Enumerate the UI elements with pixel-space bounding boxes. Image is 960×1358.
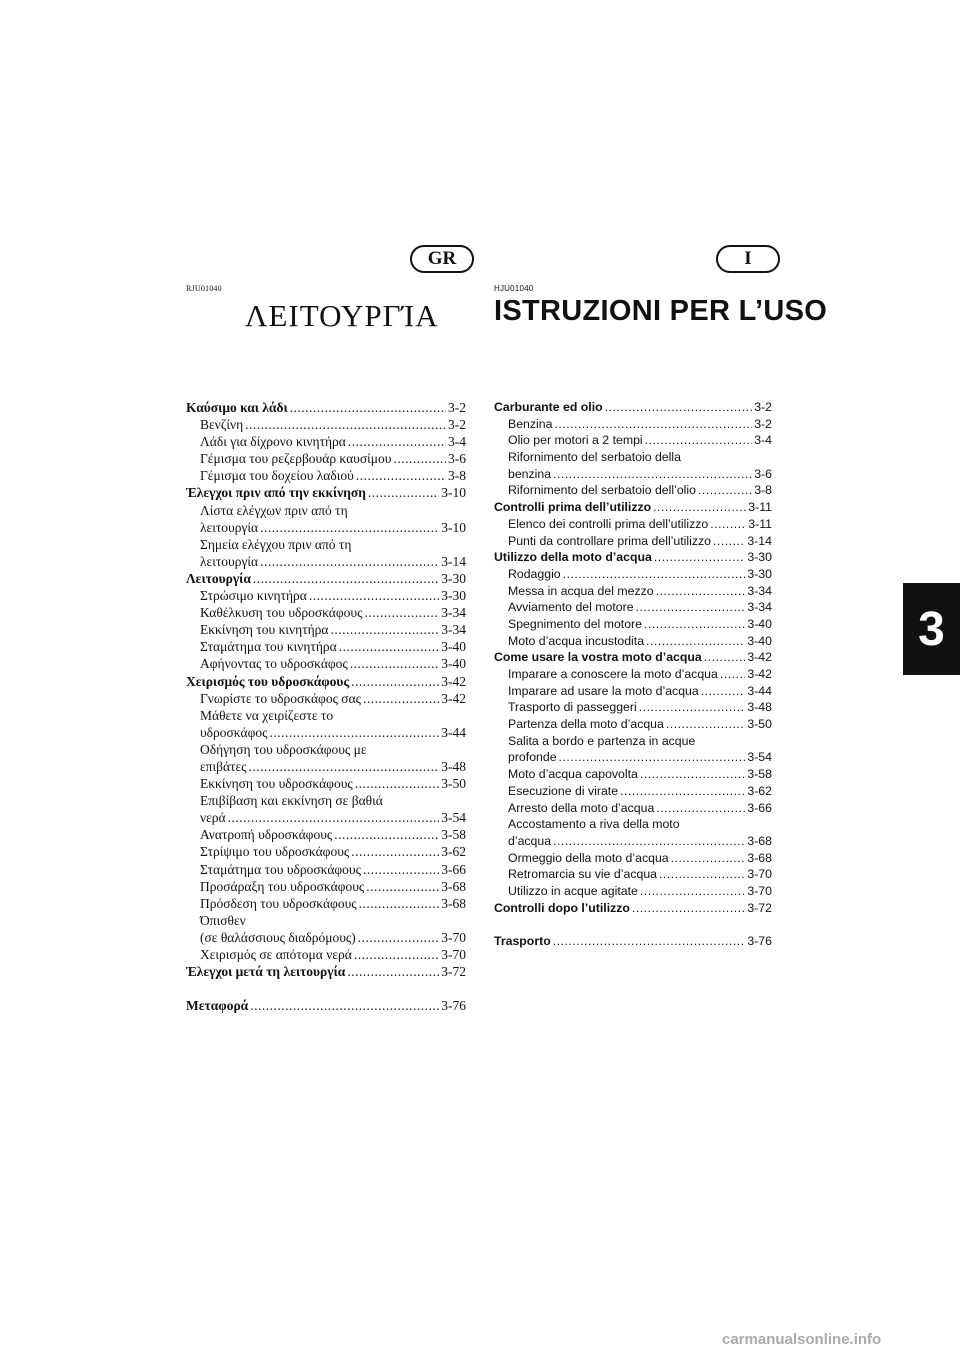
toc-page-number: 3-62 [747,783,772,798]
toc-entry-label: Εκκίνηση του κινητήρα [200,622,329,638]
toc-section-entry[interactable] [186,964,466,981]
toc-entry-label: νερά [200,810,226,826]
toc-dot-leader [354,947,439,963]
toc-page-number: 3-42 [441,690,466,706]
toc-entry-label: Moto d’acqua capovolta [508,767,638,782]
toc-dot-leader [636,600,746,614]
toc-dot-leader [334,827,439,843]
toc-entry-label: Carburante ed olio [494,400,603,414]
toc-subsection-entry[interactable] [494,467,772,484]
toc-dot-leader [645,433,753,447]
toc-section-entry[interactable] [494,550,772,567]
toc-entry-label: Spegnimento del motore [508,616,642,631]
toc-subsection-entry[interactable] [494,634,772,651]
toc-page-number: 3-34 [747,600,772,615]
toc-dot-leader [720,667,746,681]
toc-dot-leader [666,717,746,731]
toc-page-number: 3-2 [448,417,466,433]
toc-subsection-entry[interactable] [186,520,466,537]
toc-dot-leader [654,550,746,564]
toc-page-number: 3-72 [747,900,772,915]
toc-page-number: 3-2 [754,400,772,414]
toc-subsection-entry[interactable] [186,605,466,622]
toc-entry-label: Ανατροπή υδροσκάφους [200,827,333,843]
toc-entry-label: Imparare a conoscere la moto d’acqua [508,667,718,681]
toc-entry-label: benzina [508,466,552,481]
toc-subsection-entry[interactable] [186,639,466,656]
toc-subsection-entry[interactable] [494,433,772,450]
toc-entry-label: Έλεγχοι μετά τη λειτουργία [186,964,346,980]
toc-subsection-entry[interactable] [494,517,772,534]
toc-dot-leader [250,998,439,1014]
toc-subsection-entry[interactable] [186,554,466,571]
toc-dot-leader [640,767,745,781]
toc-section-entry[interactable] [186,674,466,691]
toc-entry-label: Retromarcia su vie d’acqua [508,867,657,882]
toc-entry-label: Προσάραξη του υδροσκάφους [200,878,365,894]
toc-page-number: 3-42 [441,673,466,689]
toc-dot-leader [563,567,746,581]
toc-subsection-entry[interactable] [494,784,772,801]
toc-page-number: 3-42 [747,650,772,665]
toc-page-number: 3-34 [441,605,466,621]
toc-page-number: 3-34 [747,583,772,598]
toc-subsection-entry[interactable] [186,896,466,913]
toc-dot-leader [656,584,746,598]
toc-page-number: 3-70 [441,947,466,962]
toc-entry-label: Controlli prima dell’utilizzo [494,500,652,515]
toc-subsection-entry[interactable] [494,483,772,500]
toc-dot-leader [704,650,746,664]
toc-subsection-entry[interactable] [494,617,772,634]
toc-entry-label: Trasporto di passeggeri [508,700,637,715]
language-badge-gr: GR [410,245,474,273]
toc-section-entry[interactable] [494,901,772,918]
toc-dot-leader [253,571,439,587]
toc-subsection-entry[interactable] [186,588,466,605]
toc-dot-leader [331,622,440,638]
toc-page-number: 3-30 [747,566,772,581]
toc-entry-label: Punti da controllare prima dell’utilizzo [508,533,711,548]
toc-dot-leader [347,964,439,980]
watermark: carmanualsonline.info [722,1331,882,1348]
toc-dot-leader [350,656,439,672]
toc-entry-label: Στρώσιμο κινητήρα [200,588,307,604]
toc-entry-label: Γέμισμα του δοχείου λαδιού [200,468,354,484]
toc-dot-leader [228,810,440,826]
toc-dot-leader [260,520,439,536]
toc-dot-leader [620,784,745,798]
toc-page-number: 3-58 [441,827,466,843]
toc-page-number: 3-6 [448,451,466,467]
toc-subsection-entry[interactable] [186,879,466,896]
language-badge-i: I [716,245,780,273]
toc-subsection-entry[interactable] [494,700,772,717]
toc-subsection-entry[interactable] [494,534,772,551]
toc-entry-label: Πρόσδεση του υδροσκάφους [200,895,357,911]
toc-page-number: 3-68 [747,850,772,865]
toc-page-number: 3-8 [754,483,772,498]
toc-page-number: 3-40 [441,656,466,672]
chapter-tab: 3 [903,583,960,675]
toc-entry-label: Γέμισμα του ρεζερβουάρ καυσίμου [200,451,392,467]
toc-page-number: 3-50 [441,776,466,792]
toc-page-number: 3-44 [747,683,772,698]
toc-entry-label: Utilizzo della moto d’acqua [494,550,652,565]
toc-page-number: 3-8 [448,468,466,484]
toc-dot-leader [366,879,439,895]
toc-page-number: 3-76 [747,934,772,949]
toc-dot-leader [640,884,746,898]
toc-dot-leader [553,934,746,948]
toc-page-number: 3-48 [441,758,466,774]
toc-entry-label: Μεταφορά [186,998,249,1014]
toc-page-number: 3-54 [747,750,772,765]
toc-entry-label: Αφήνοντας το υδροσκάφος [200,656,348,672]
toc-entry-label: Controlli dopo l’utilizzo [494,900,630,915]
toc-subsection-entry[interactable] [494,417,772,434]
toc-page-number: 3-30 [747,550,772,565]
toc-subsection-entry[interactable] [186,537,466,554]
toc-dot-leader [553,467,752,481]
toc-entry-label: Rifornimento del serbatoio della [508,450,681,465]
toc-subsection-entry[interactable] [494,884,772,901]
toc-section-entry[interactable] [494,650,772,667]
toc-subsection-entry[interactable] [494,684,772,701]
toc-dot-leader [364,605,439,621]
toc-subsection-entry[interactable] [494,801,772,818]
toc-subsection-entry[interactable] [186,451,466,468]
toc-page-number: 3-70 [747,883,772,898]
toc-dot-leader [644,617,745,631]
toc-entry-label: Λειτουργία [186,570,251,586]
toc-entry-label: Καύσιμο και λάδι [186,400,288,415]
toc-page-number: 3-6 [754,466,772,481]
toc-dot-leader [339,639,440,655]
toc-page-number: 3-68 [747,833,772,848]
toc-dot-leader [701,684,746,698]
toc-subsection-entry[interactable] [186,656,466,673]
toc-page-number: 3-30 [441,588,466,604]
toc-subsection-entry[interactable] [494,450,772,467]
toc-entry-label: Λίστα ελέγχων πριν από τη [200,502,348,518]
toc-entry-label: λειτουργία [200,519,259,535]
toc-dot-leader [605,400,753,414]
toc-subsection-entry[interactable] [186,468,466,485]
toc-dot-leader [559,750,746,764]
toc-entry-label: Rodaggio [508,566,561,581]
toc-subsection-entry[interactable] [494,767,772,784]
toc-entry-label: Salita a bordo e partenza in acque [508,733,696,748]
toc-dot-leader [653,500,746,514]
toc-dot-leader [363,862,439,878]
toc-subsection-entry[interactable] [494,667,772,684]
toc-subsection-entry[interactable] [186,930,466,947]
toc-entry-label: Rifornimento del serbatoio dell’olio [508,483,696,498]
toc-subsection-entry[interactable] [186,913,466,930]
toc-subsection-entry[interactable] [186,708,466,725]
toc-entry-label: Trasporto [494,934,551,949]
toc-page-number: 3-70 [441,929,466,945]
section-code-gr: RJU01040 [186,284,222,293]
toc-subsection-entry[interactable] [186,622,466,639]
toc-page-number: 3-40 [747,616,772,631]
toc-entry-label: Σημεία ελέγχου πριν από τη [200,536,352,552]
toc-dot-leader [260,554,439,570]
toc-dot-leader [368,485,439,501]
toc-entry-label: Βενζίνη [200,417,244,433]
toc-entry-label: Χειρισμός του υδροσκάφους [186,673,350,689]
section-code-i: HJU01040 [494,284,534,293]
toc-dot-leader [639,700,746,714]
toc-entry-label: Σταμάτημα του κινητήρα [200,639,337,655]
toc-entry-label: (σε θαλάσσιους διαδρόμους) [200,929,356,945]
toc-dot-leader [671,851,746,865]
toc-entry-label: Σταμάτημα του υδροσκάφους [200,861,361,877]
toc-subsection-entry[interactable] [186,691,466,708]
toc-dot-leader [358,930,440,946]
toc-entry-label: profonde [508,750,557,765]
toc-entry-label: Accostamento a riva della moto [508,817,680,832]
toc-entry-label: d’acqua [508,833,552,848]
toc-page-number: 3-2 [754,416,772,431]
toc-subsection-entry[interactable] [186,844,466,861]
toc-dot-leader [659,867,745,881]
toc-entry-label: λειτουργία [200,553,259,569]
toc-entry-label: Ormeggio della moto d’acqua [508,850,669,865]
toc-dot-leader [351,674,439,690]
toc-entry-label: Esecuzione di virate [508,783,619,798]
toc-subsection-entry[interactable] [186,742,466,759]
toc-subsection-entry[interactable] [494,817,772,834]
toc-subsection-entry[interactable] [494,734,772,751]
toc-entry-label: Utilizzo in acque agitate [508,883,638,898]
toc-page-number: 3-40 [441,639,466,655]
toc-entry-label: Καθέλκυση του υδροσκάφους [200,605,363,621]
toc-subsection-entry[interactable] [186,417,466,434]
toc-gap [494,917,772,934]
toc-entry-label: Arresto della moto d’acqua [508,800,655,815]
toc-entry-label: Olio per motori a 2 tempi [508,433,643,448]
toc-page-number: 3-48 [747,700,772,715]
toc-dot-leader [553,834,745,848]
toc-subsection-entry[interactable] [494,567,772,584]
toc-dot-leader [632,901,745,915]
toc-subsection-entry[interactable] [186,759,466,776]
toc-entry-label: Avviamento del motore [508,600,634,615]
toc-page-number: 3-4 [448,434,466,450]
toc-section-entry[interactable] [494,500,772,517]
toc-entry-label: υδροσκάφος [200,724,268,740]
page-title-gr: ΛΕΙΤΟΥΡΓΊΑ [245,298,439,333]
toc-dot-leader [554,417,752,431]
toc-page-number: 3-11 [748,500,772,515]
toc-subsection-entry[interactable] [494,600,772,617]
toc-dot-leader [355,776,440,792]
toc-page-number: 3-50 [747,717,772,732]
toc-page-number: 3-68 [441,895,466,911]
toc-page-number: 3-14 [441,553,466,569]
toc-subsection-entry[interactable] [494,851,772,868]
toc-entry-label: Messa in acqua del mezzo [508,583,654,598]
toc-entry-label: Γνωρίστε το υδροσκάφος σας [200,690,361,706]
toc-entry-label: Partenza della moto d’acqua [508,717,664,732]
toc-page-number: 3-66 [441,861,466,877]
toc-page-number: 3-14 [747,533,772,548]
toc-dot-leader [359,896,440,912]
toc-page-number: 3-70 [747,867,772,882]
toc-page-number: 3-30 [441,570,466,586]
toc-subsection-entry[interactable] [186,862,466,879]
toc-subsection-entry[interactable] [186,776,466,793]
toc-section-entry[interactable] [186,571,466,588]
toc-subsection-entry[interactable] [186,827,466,844]
toc-subsection-entry[interactable] [494,750,772,767]
toc-section-entry[interactable] [186,485,466,502]
toc-dot-leader [656,801,745,815]
toc-page-number: 3-66 [747,800,772,815]
toc-page-number: 3-34 [441,622,466,638]
toc-subsection-entry[interactable] [186,947,466,964]
toc-section-entry[interactable] [494,400,772,417]
toc-section-entry[interactable] [494,934,772,951]
toc-entry-label: Λάδι για δίχρονο κινητήρα [200,434,346,450]
toc-dot-leader [713,534,745,548]
toc-dot-leader [249,759,440,775]
toc-entry-label: Εκκίνηση του υδροσκάφους [200,776,353,792]
toc-entry-label: Στρίψιμο του υδροσκάφους [200,844,350,860]
toc-page-number: 3-40 [747,633,772,648]
toc-dot-leader [710,517,746,531]
toc-page-number: 3-44 [441,724,466,740]
toc-entry-label: Χειρισμός σε απότομα νερά [200,947,352,962]
toc-page-number: 3-42 [747,667,772,681]
toc-page-number: 3-10 [441,519,466,535]
toc-section-entry[interactable] [186,998,466,1015]
toc-subsection-entry[interactable] [186,810,466,827]
toc-page-number: 3-10 [441,485,466,501]
toc-subsection-entry[interactable] [494,584,772,601]
toc-subsection-entry[interactable] [494,717,772,734]
toc-entry-label: Imparare ad usare la moto d’acqua [508,683,699,698]
toc-dot-leader [309,588,439,604]
toc-entry-label: επιβάτες [200,758,247,774]
toc-page-number: 3-2 [448,400,466,415]
toc-page-number: 3-68 [441,878,466,894]
toc-page-number: 3-76 [441,998,466,1014]
toc-entry-label: Έλεγχοι πριν από την εκκίνηση [186,485,366,501]
toc-entry-label: Οδήγηση του υδροσκάφους με [200,741,367,757]
toc-subsection-entry[interactable] [186,434,466,451]
toc-entry-label: Μάθετε να χειρίζεστε το [200,707,334,723]
table-of-contents-gr [186,400,466,1015]
table-of-contents-i [494,400,772,951]
toc-entry-label: Επιβίβαση και εκκίνηση σε βαθιά [200,793,383,809]
toc-dot-leader [646,634,745,648]
toc-page-number: 3-54 [441,810,466,826]
toc-entry-label: Come usare la vostra moto d’acqua [494,650,702,665]
toc-subsection-entry[interactable] [186,503,466,520]
toc-dot-leader [269,725,439,741]
toc-page-number: 3-4 [754,433,772,448]
toc-entry-label: Benzina [508,416,553,431]
toc-page-number: 3-58 [747,767,772,782]
toc-dot-leader [363,691,439,707]
toc-page-number: 3-11 [748,516,772,531]
toc-page-number: 3-62 [441,844,466,860]
toc-dot-leader [698,483,752,497]
toc-subsection-entry[interactable] [494,834,772,851]
toc-subsection-entry[interactable] [186,725,466,742]
toc-dot-leader [351,844,439,860]
toc-dot-leader [393,451,446,467]
toc-dot-leader [245,417,446,433]
toc-section-entry[interactable] [186,400,466,417]
page-title-i: ISTRUZIONI PER L’USO [494,295,828,327]
toc-page-number: 3-72 [441,964,466,980]
toc-entry-label: Όπισθεν [200,912,246,928]
toc-dot-leader [348,434,446,450]
toc-entry-label: Elenco dei controlli prima dell’utilizzo [508,516,709,531]
toc-subsection-entry[interactable] [494,867,772,884]
toc-dot-leader [290,400,446,416]
toc-entry-label: Moto d’acqua incustodita [508,633,645,648]
toc-gap [186,981,466,998]
toc-dot-leader [356,468,446,484]
toc-subsection-entry[interactable] [186,793,466,810]
